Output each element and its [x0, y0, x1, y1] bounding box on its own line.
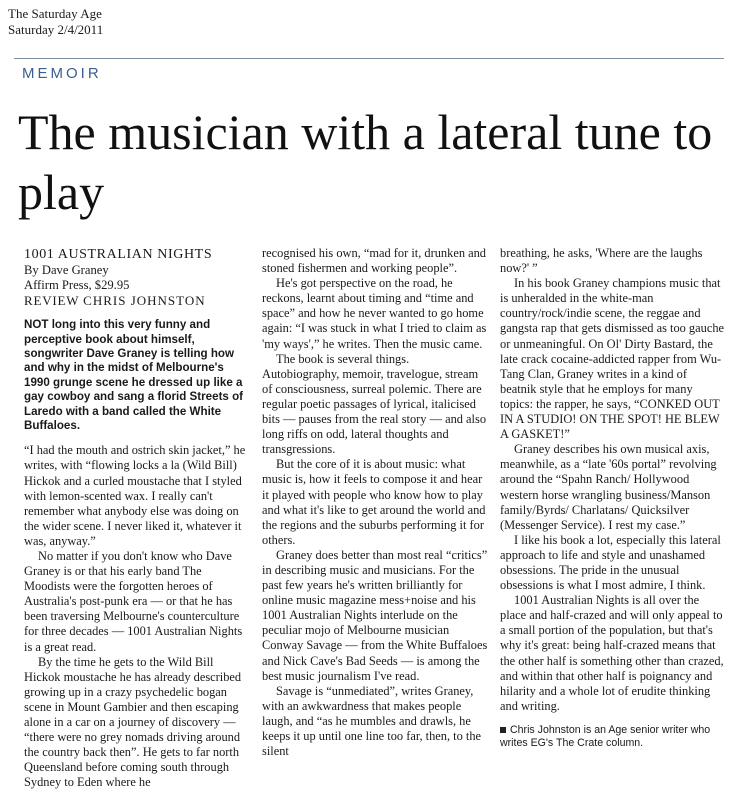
article-paragraph: In his book Graney champions music that is unheralded in the white-man country/rock/indie scene, the reggae and gangsta rap that gets dismissed as too gauche or unmeaningful. On Ol' Dirty Bastard, the late crack cocaine-addicted rapper from Wu-Tang Clan, Graney writes in a kind of beatnik style that he employs for many topics: the rapper, he says, “CONKED OUT IN A STUDIO! ON THE SPOT! HE BLEW A GASKET!” — [500, 276, 725, 442]
article-paragraph: Graney does better than most real “critics” in describing music and musicians. For the past few years he's written brilliantly for online music magazine mess+noise and his 1001 Australian Nights interlude on the peculiar mojo of Melbourne musician Conway Savage — from the White Buffaloes and Nick Cave's Bad Seeds — is among the best music journalism I've read. — [262, 547, 488, 683]
article-paragraph: I like his book a lot, especially this lateral approach to life and style and unashamed obsessions. The pride in the unusual obsessions is what I most admire, I think. — [500, 532, 721, 593]
article-lead: NOT long into this very funny and perceptive book about himself, songwriter Dave Graney is telling how and why in the midst of Melbourne's 1990 grunge scene he dressed up like a gay cowboy and sang a florid Streets of Laredo with a band called the White Buffaloes. — [24, 318, 244, 432]
article-paragraph: “I had the mouth and ostrich skin jacket,” he writes, with “flowing locks a la (Wild Bill) Hickok and a curled moustache that I styled with lemon-scented wax. I really can't remember what anybody else was doing on the wider scene. I never liked it, whatever it was, anyway.” — [24, 443, 246, 548]
book-author: By Dave Graney — [24, 263, 109, 277]
publication-date: Saturday 2/4/2011 — [8, 22, 104, 37]
review-byline — [24, 293, 250, 308]
section-label: MEMOIR — [22, 65, 102, 82]
article-paragraph: But the core of it is about music: what music is, how it feels to compose it and hear it played with people who know how to play and what it's like to get around the world and the regions and the suburbs performing it for others. — [262, 457, 486, 547]
review-box — [24, 246, 250, 308]
article-paragraph: He's got perspective on the road, he reckons, learnt about timing and “time and space” and how he never wanted to go home again: “I was stuck in what I tried to claim as 'my ways',” he writes. Then the music came. — [262, 276, 487, 351]
author-bio — [500, 724, 726, 750]
article-column-3 — [500, 246, 726, 750]
article-column-1 — [24, 246, 250, 791]
reviewer-name: CHRIS JOHNSTON — [83, 293, 206, 308]
section-header — [14, 58, 724, 82]
headline: The musician with a lateral tune to play — [18, 104, 713, 220]
article-paragraph: Graney describes his own musical axis, meanwhile, as a “late '60s portal” revolving around the “Spahn Ranch/ Hollywood western horse wrangling business/Manson family/Byrds/ Charlatans/ Quicksilver (Messenger Service). I rest my case.” — [500, 442, 717, 532]
section-divider — [14, 58, 724, 59]
review-label: REVIEW — [24, 293, 80, 308]
article-paragraph: The book is several things. Autobiography, memoir, travelogue, stream of consciousness, surreal polemic. There are regular poetic passages of lyrical, italicised bits — pauses from the real story — and also long riffs on odd, lateral thoughts and transgressions. — [262, 351, 487, 457]
article-paragraph: breathing, he asks, 'Where are the laughs now?' ” — [500, 246, 703, 276]
article-column-2 — [262, 246, 488, 759]
book-title: 1001 AUSTRALIAN NIGHTS — [24, 247, 213, 262]
article-paragraph: Savage is “unmediated”, writes Graney, with an awkwardness that makes people laugh, and “as he mumbles and drawls, he keeps it up until one line too far, then, to the silent — [262, 683, 482, 759]
article-paragraph: By the time he gets to the Wild Bill Hickok moustache he has already described growing up in a crazy psychedelic bogan scene in Mount Gambier and then escaping alone in a car on a journey of discovery — “there were no grey nomads driving around the country back then”. He gets to far north Queensland before coming south through Sydney to Eden where he — [24, 654, 242, 790]
book-publisher: Affirm Press, $29.95 — [24, 277, 130, 292]
publication-name: The Saturday Age — [8, 6, 102, 21]
article-paragraph: No matter if you don't know who Dave Graney is or that his early band The Moodists were the forgotten heroes of Australia's post-punk era — or that he has been traversing Melbourne's counterculture for three decades — 1001 Australian Nights is a great read. — [24, 549, 243, 654]
article-paragraph: recognised his own, “mad for it, drunken and stoned fishermen and working people”. — [262, 246, 487, 276]
author-bio-text: Chris Johnston is an Age senior writer who writes EG's The Crate column. — [500, 723, 711, 749]
publication-header — [8, 6, 103, 38]
bullet-square-icon — [500, 727, 506, 733]
article-paragraph: 1001 Australian Nights is all over the place and half-crazed and will only appeal to a small portion of the population, but that's why it's great: being half-crazed means that the other half is something other than crazed, and within that other half is poignancy and hilarity and a whole lot of erudite thinking and writing. — [500, 593, 724, 713]
